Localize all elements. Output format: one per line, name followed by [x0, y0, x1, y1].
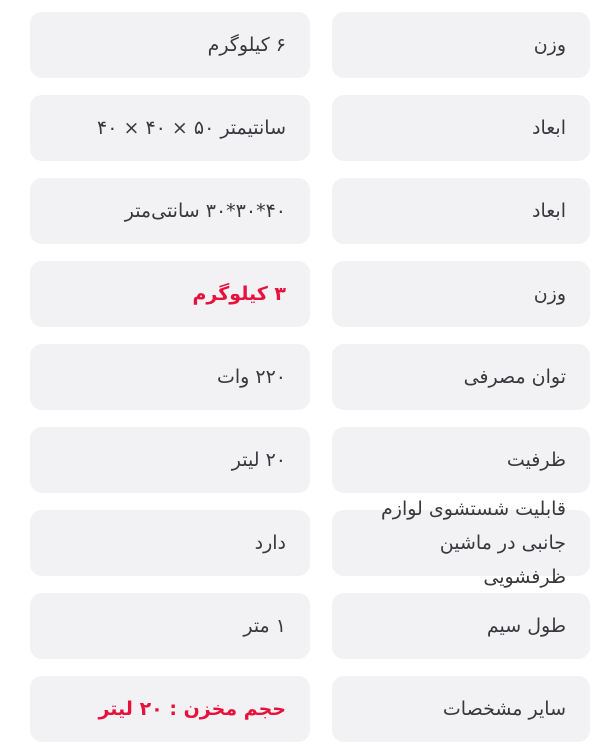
spec-label-cell [332, 178, 590, 244]
spec-row [30, 676, 590, 742]
spec-value-cell [30, 178, 310, 244]
spec-label: وزن [533, 34, 566, 56]
spec-row [30, 95, 590, 161]
spec-row [30, 261, 590, 327]
spec-label-cell [332, 95, 590, 161]
spec-value: ۶ کیلوگرم [207, 34, 286, 56]
spec-label: ابعاد [532, 200, 566, 222]
spec-value-cell [30, 510, 310, 576]
spec-value-cell [30, 12, 310, 78]
spec-value-cell [30, 95, 310, 161]
spec-value-highlighted: ۳ کیلوگرم [192, 283, 286, 305]
spec-label: توان مصرفی [463, 366, 566, 388]
spec-label: قابلیت شستشوی لوازم جانبی در ماشین ظرفشویی [381, 498, 566, 588]
spec-label-cell [332, 676, 590, 742]
spec-label-cell [332, 427, 590, 493]
spec-row [30, 427, 590, 493]
spec-label-cell [332, 12, 590, 78]
spec-label-cell [332, 593, 590, 659]
spec-value-cell [30, 427, 310, 493]
spec-value: ۲۰ لیتر [231, 449, 286, 471]
spec-label: طول سیم [486, 615, 566, 637]
spec-value-cell [30, 344, 310, 410]
spec-label: ابعاد [532, 117, 566, 139]
spec-label-cell [332, 344, 590, 410]
spec-row [30, 593, 590, 659]
spec-label-cell [332, 261, 590, 327]
spec-value-highlighted: حجم مخزن : ۲۰ لیتر [98, 698, 286, 720]
spec-value-cell [30, 676, 310, 742]
spec-value: ۲۲۰ وات [216, 366, 286, 388]
spec-label: ظرفیت [506, 449, 566, 471]
spec-row [30, 178, 590, 244]
spec-value-cell [30, 593, 310, 659]
spec-label-cell [332, 498, 590, 588]
spec-label: سایر مشخصات [442, 698, 566, 720]
spec-value-cell [30, 261, 310, 327]
spec-row [30, 344, 590, 410]
spec-value: ۱ متر [243, 615, 286, 637]
spec-value: ۴۰*۳۰*۳۰ سانتی‌متر [124, 200, 286, 222]
spec-value: دارد [254, 532, 286, 554]
spec-value: سانتیمتر ۵۰ × ۴۰ × ۴۰ [97, 117, 286, 139]
spec-label: وزن [533, 283, 566, 305]
spec-row [30, 12, 590, 78]
spec-row [30, 498, 590, 588]
